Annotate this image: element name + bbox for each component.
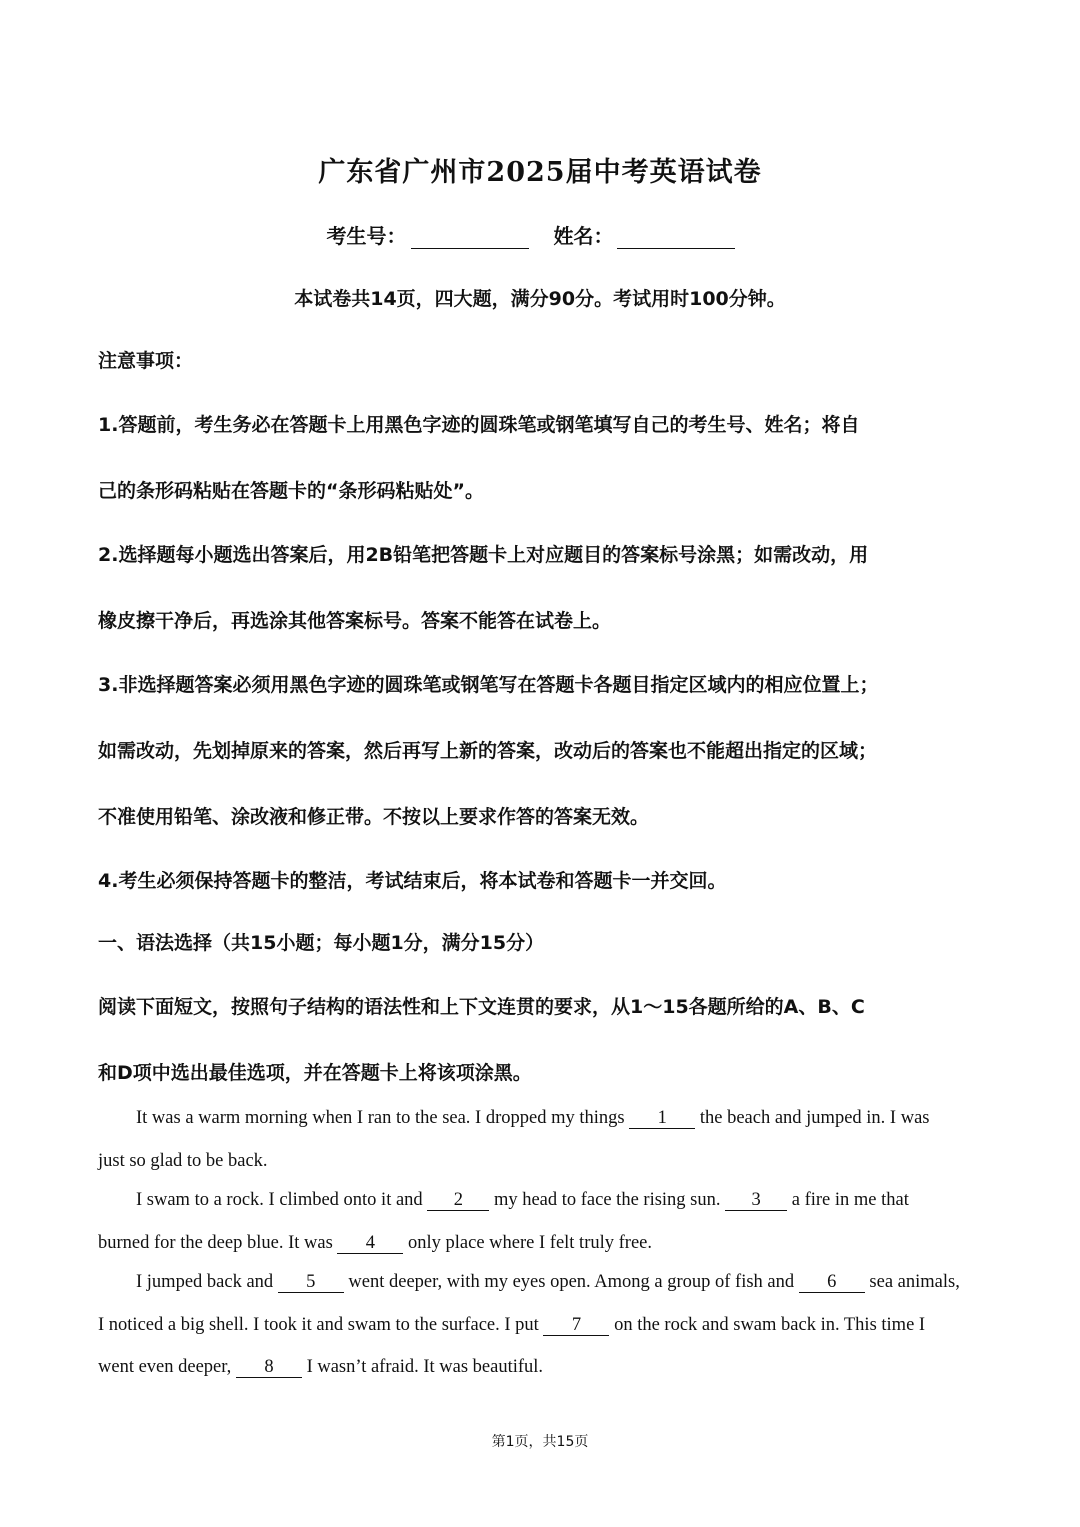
passage-text: a fire in me that	[787, 1190, 909, 1210]
passage-line	[98, 1233, 988, 1254]
passage-line	[136, 1108, 1026, 1129]
exam-intro: 本试卷共14页，四大题，满分90分。考试用时100分钟。	[294, 288, 786, 310]
passage-text: the beach and jumped in. I was	[695, 1108, 930, 1128]
passage-line	[98, 1315, 988, 1336]
passage-line	[98, 1357, 988, 1378]
candidate-number-blank	[411, 226, 529, 249]
passage-text: on the rock and swam back in. This time I	[609, 1315, 926, 1335]
note-line: 2.选择题每小题选出答案后，用2B铅笔把答题卡上对应题目的答案标号涂黑；如需改动，用	[98, 544, 869, 566]
passage-line	[136, 1190, 1026, 1211]
passage-line	[136, 1272, 1026, 1293]
note-line: 4.考生必须保持答题卡的整洁，考试结束后，将本试卷和答题卡一并交回。	[98, 870, 727, 892]
note-line: 己的条形码粘贴在答题卡的“条形码粘贴处”。	[98, 480, 484, 502]
blank-4: 4	[337, 1233, 403, 1254]
blank-8: 8	[236, 1357, 302, 1378]
passage-text: sea animals,	[864, 1272, 960, 1292]
candidate-number-label: 考生号：	[326, 224, 407, 248]
blank-6: 6	[799, 1272, 865, 1293]
passage-text: only place where I felt truly free.	[403, 1233, 652, 1253]
section-instruction: 阅读下面短文，按照句子结构的语法性和上下文连贯的要求，从1～15各题所给的A、B、C	[98, 996, 865, 1018]
passage-text: It was a warm morning when I ran to the sea. I dropped my things	[136, 1108, 630, 1128]
blank-3: 3	[725, 1190, 787, 1211]
passage-line: just so glad to be back.	[98, 1151, 268, 1171]
name-label: 姓名：	[553, 224, 614, 248]
page-title: 广东省广州市2025届中考英语试卷	[318, 157, 762, 188]
passage-text: I wasn’t afraid. It was beautiful.	[301, 1357, 544, 1377]
notes-heading: 注意事项：	[98, 350, 194, 372]
passage-text: I jumped back and	[136, 1272, 278, 1292]
note-line: 橡皮擦干净后，再选涂其他答案标号。答案不能答在试卷上。	[98, 610, 612, 632]
blank-1: 1	[629, 1108, 695, 1129]
note-line: 不准使用铅笔、涂改液和修正带。不按以上要求作答的答案无效。	[98, 806, 650, 828]
passage-text: went deeper, with my eyes open. Among a group of fish and	[343, 1272, 799, 1292]
candidate-info-row	[0, 220, 1080, 249]
passage-text: my head to face the rising sun.	[489, 1190, 726, 1210]
passage-text: I swam to a rock. I climbed onto it and	[136, 1190, 428, 1210]
blank-5: 5	[278, 1272, 344, 1293]
note-line: 3.非选择题答案必须用黑色字迹的圆珠笔或钢笔写在答题卡各题目指定区域内的相应位置上；	[98, 674, 879, 696]
passage-text: went even deeper,	[98, 1357, 236, 1377]
blank-2: 2	[427, 1190, 489, 1211]
section-heading: 一、语法选择（共15小题；每小题1分，满分15分）	[98, 932, 545, 954]
passage-text: burned for the deep blue. It was	[98, 1233, 338, 1253]
blank-7: 7	[543, 1315, 609, 1336]
name-blank	[617, 226, 735, 249]
note-line: 1.答题前，考生务必在答题卡上用黑色字迹的圆珠笔或钢笔填写自己的考生号、姓名；将自	[98, 414, 860, 436]
section-instruction: 和D项中选出最佳选项，并在答题卡上将该项涂黑。	[98, 1062, 532, 1084]
page-footer: 第1页，共15页	[491, 1434, 589, 1450]
passage-text: I noticed a big shell. I took it and swam to the surface. I put	[98, 1315, 544, 1335]
note-line: 如需改动，先划掉原来的答案，然后再写上新的答案，改动后的答案也不能超出指定的区域；	[98, 740, 878, 762]
